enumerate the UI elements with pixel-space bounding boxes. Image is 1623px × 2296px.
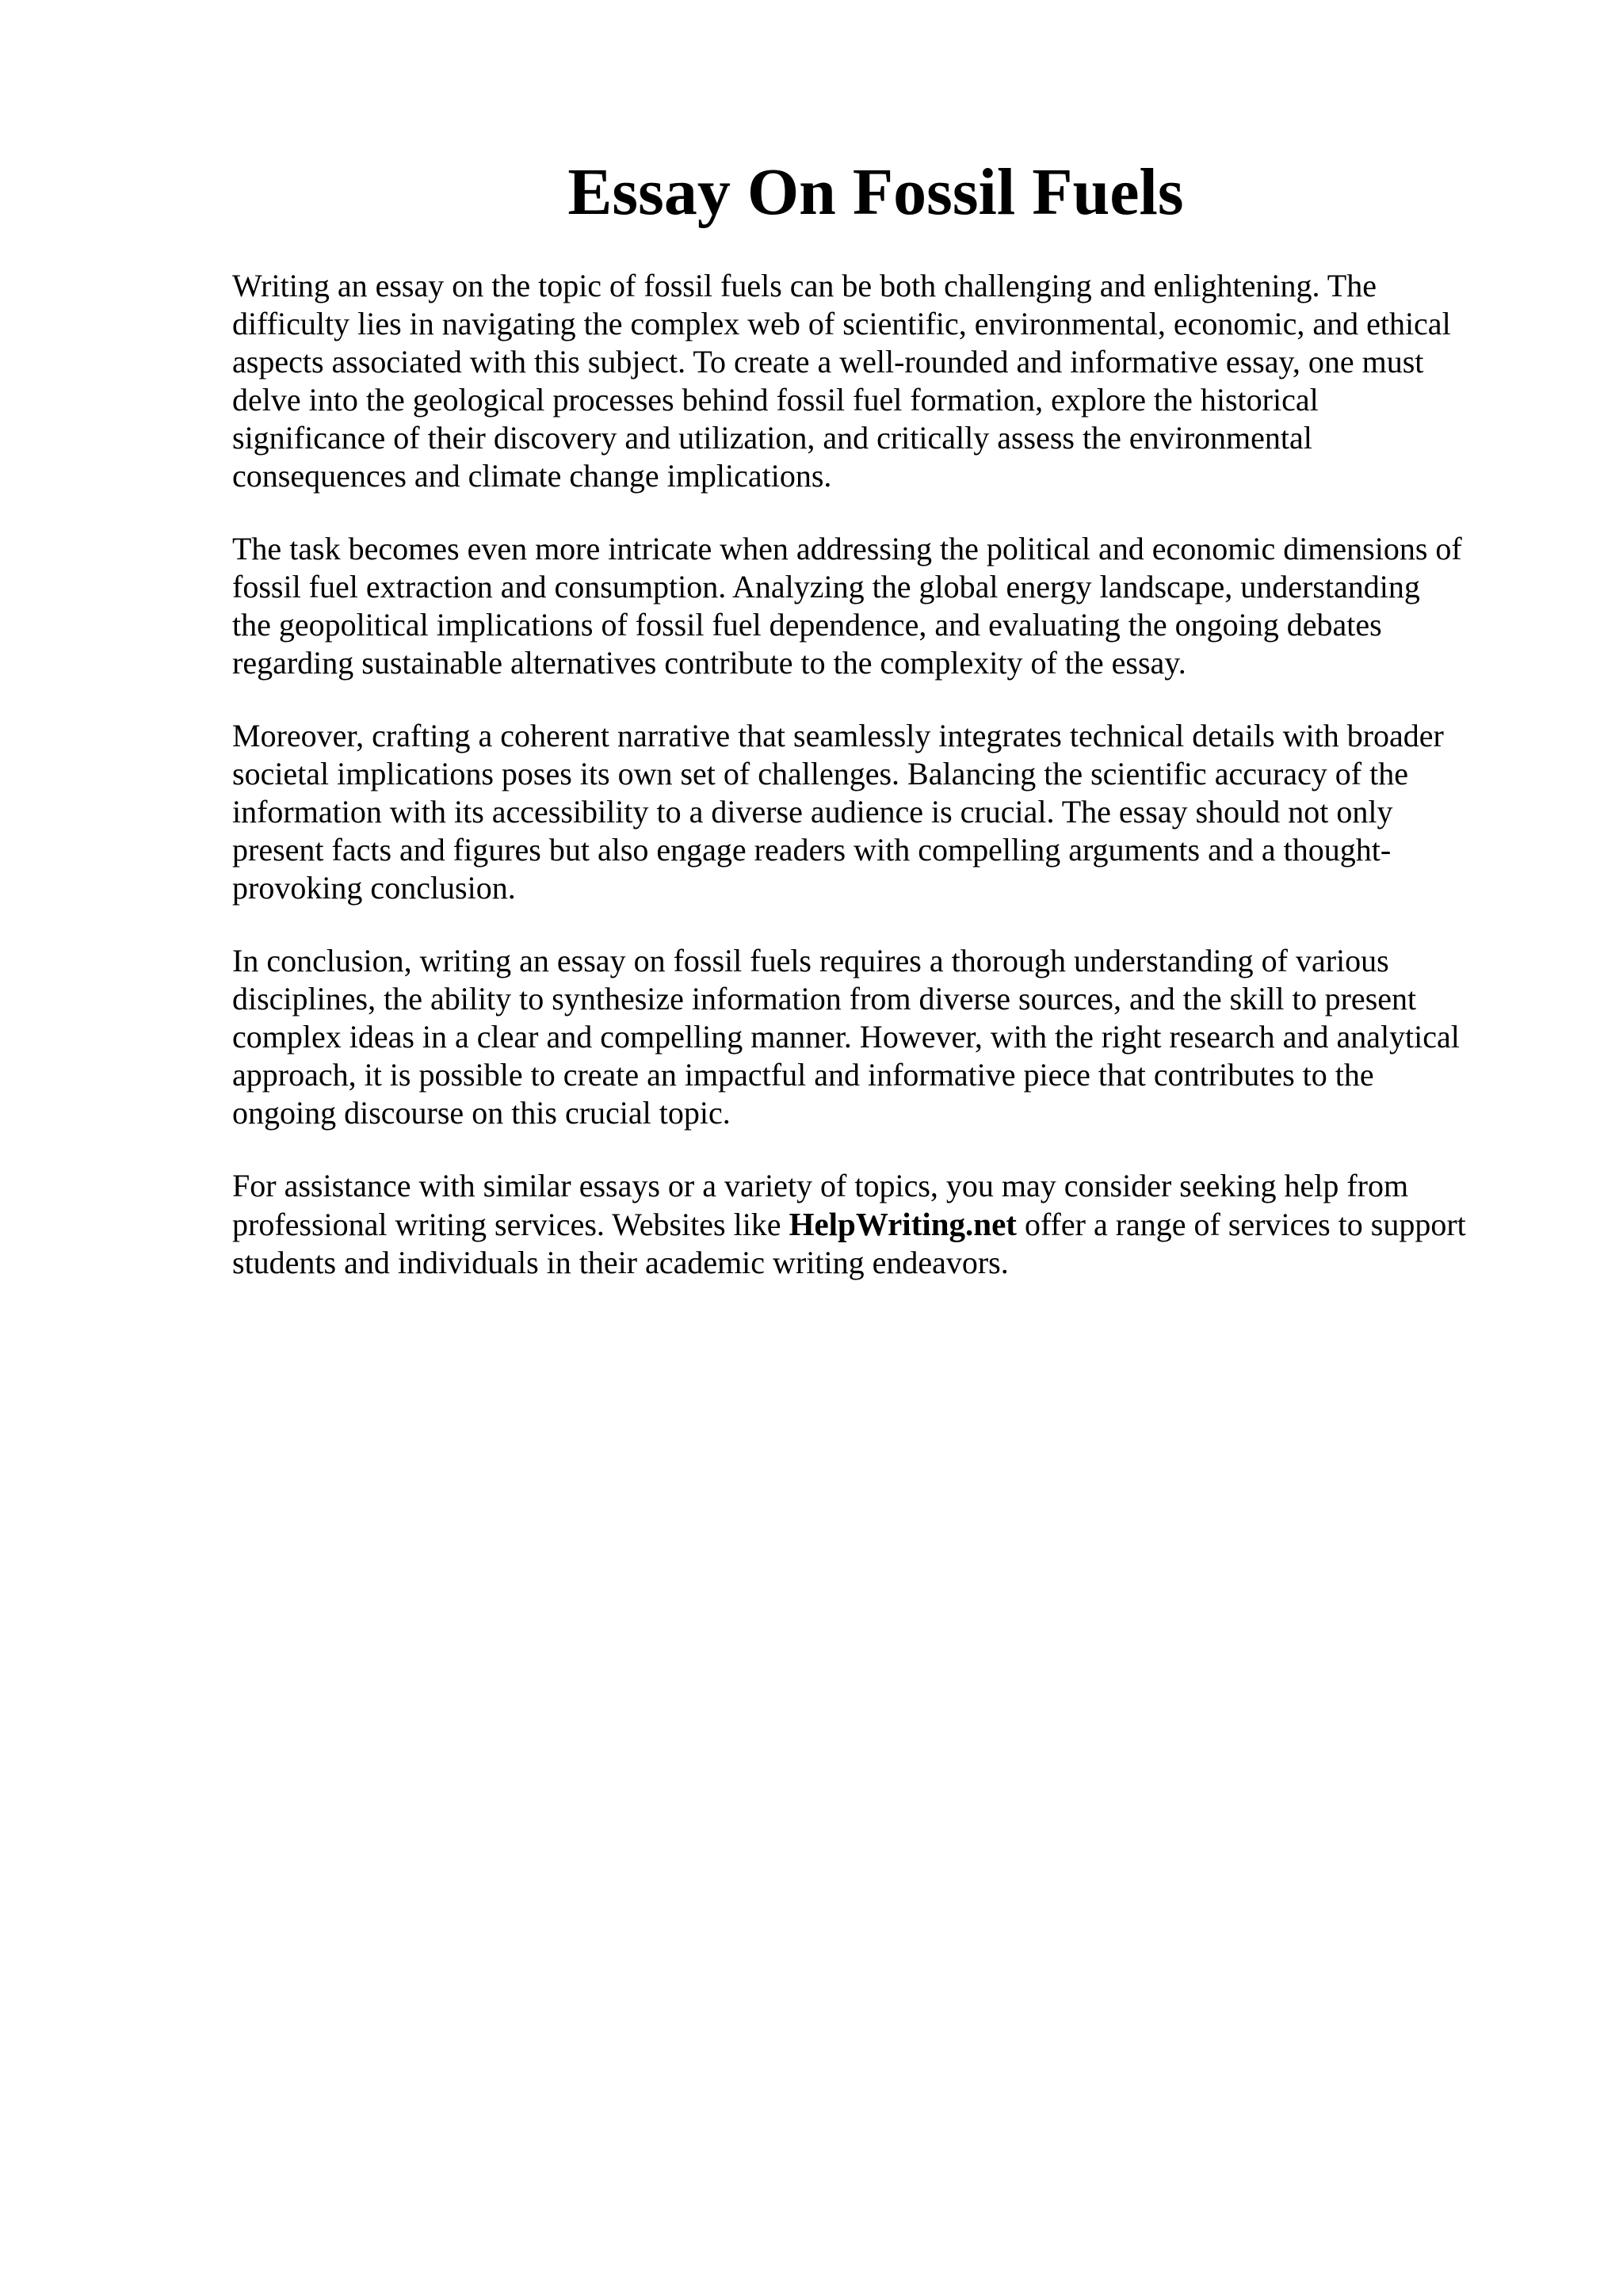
paragraph-3: Moreover, crafting a coherent narrative that seamlessly integrates technical details with broader societal implications poses its own set of challenges. Balancing the scientific accuracy of the information with its accessibility to a diverse audience is crucial. The essay should not only present facts and figures but also engage readers with compelling arguments and a thought- provoking conclusion. <box>232 718 1444 906</box>
paragraph-4: In conclusion, writing an essay on fossil fuels requires a thorough understanding of various disciplines, the ability to synthesize information from diverse sources, and the skill to present complex ideas in a clear and compelling manner. However, with the right research and analytical approach, it is possible to create an impactful and informative piece that contributes to the ongoing discourse on this crucial topic. <box>232 943 1460 1131</box>
essay-body <box>232 267 1532 1317</box>
paragraph-1: Writing an essay on the topic of fossil fuels can be both challenging and enlightening. The difficulty lies in navigating the complex web of scientific, environmental, economic, and ethical aspects associated with this subject. To create a well-rounded and informative essay, one must delve into the geological processes behind fossil fuel formation, explore the historical significance of their discovery and utilization, and critically assess the environmental consequences and climate change implications. <box>232 268 1451 494</box>
paragraph-5-text-after-link: offer a range of services to support students and individuals in their academic writing endeavors. <box>232 1207 1466 1280</box>
helpwriting-link[interactable]: HelpWriting.net <box>789 1206 1017 1242</box>
paragraph-5 <box>232 1167 1532 1282</box>
page-title: Essay On Fossil Fuels <box>567 155 1184 229</box>
paragraph-5-text-before-link: For assistance with similar essays or a variety of topics, you may consider seeking help from professional writing services. Websites like <box>232 1168 1409 1242</box>
paragraph-2: The task becomes even more intricate when addressing the political and economic dimensions of fossil fuel extraction and consumption. Analyzing the global energy landscape, understanding the geopolitical implications of fossil fuel dependence, and evaluating the ongoing debates regarding sustainable alternatives contribute to the complexity of the essay. <box>232 531 1462 681</box>
